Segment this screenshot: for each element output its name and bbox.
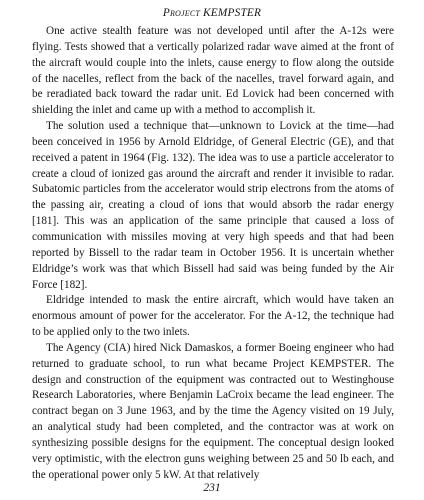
running-head: Project KEMPSTER [162, 7, 262, 19]
paragraph: One active stealth feature was not developed until after the A-12s were flying. Tests showed that a vertically polarized radar wave aimed at the front of the aircraft would couple into the inlets, cause energy to flow along the outside of the nacelles, reflect from the back of the nacelles, travel forward again, and be reradiated back toward the radar unit. Ed Lovick had been concerned with shielding the inlet and came up with a method to accomplish it. [32, 25, 394, 117]
paragraph: The solution used a technique that—unknown to Lovick at the time—had been conceived in 1956 by Arnold Eldridge, of General Electric (GE), and that received a patent in 1964 (Fig. 132). The idea was to use a particle accelerator to create a cloud of ionized gas around the aircraft and render it invisible to radar. Subatomic particles from the accelerator would strip electrons from the atoms of the passing air, creating a cloud of ions that would absorb the radar energy [181]. This was an application of the same principle that caused a loss of communication with missiles moving at very high speeds and that had been reported by Bissell to the radar team in October 1956. It is uncertain whether Eldridge’s work was that which Bissell had said was being funded by the Air Force [182]. [32, 120, 394, 291]
page-number: 231 [203, 482, 221, 494]
paragraph: The Agency (CIA) hired Nick Damaskos, a former Boeing engineer who had returned to graduate school, to run what became Project KEMPSTER. The design and construction of the equipment was contracted out to Westinghouse Research Laboratories, where Benjamin LaCroix became the lead engineer. The contract began on 3 June 1963, and by the time the Agency visited on 19 July, an analytical study had been completed, and the contractor was at work on synthesizing possible designs for the equipment. The conceptual design looked very optimistic, with the electron guns weighing between 25 and 50 lb each, and the operational power only 5 kW. At that relatively [32, 341, 394, 481]
paragraph: Eldridge intended to mask the entire aircraft, which would have taken an enormous amount of power for the accelerator. For the A-12, the technique had to be applied only to the two inlets. [32, 294, 394, 339]
body-text [32, 24, 394, 483]
